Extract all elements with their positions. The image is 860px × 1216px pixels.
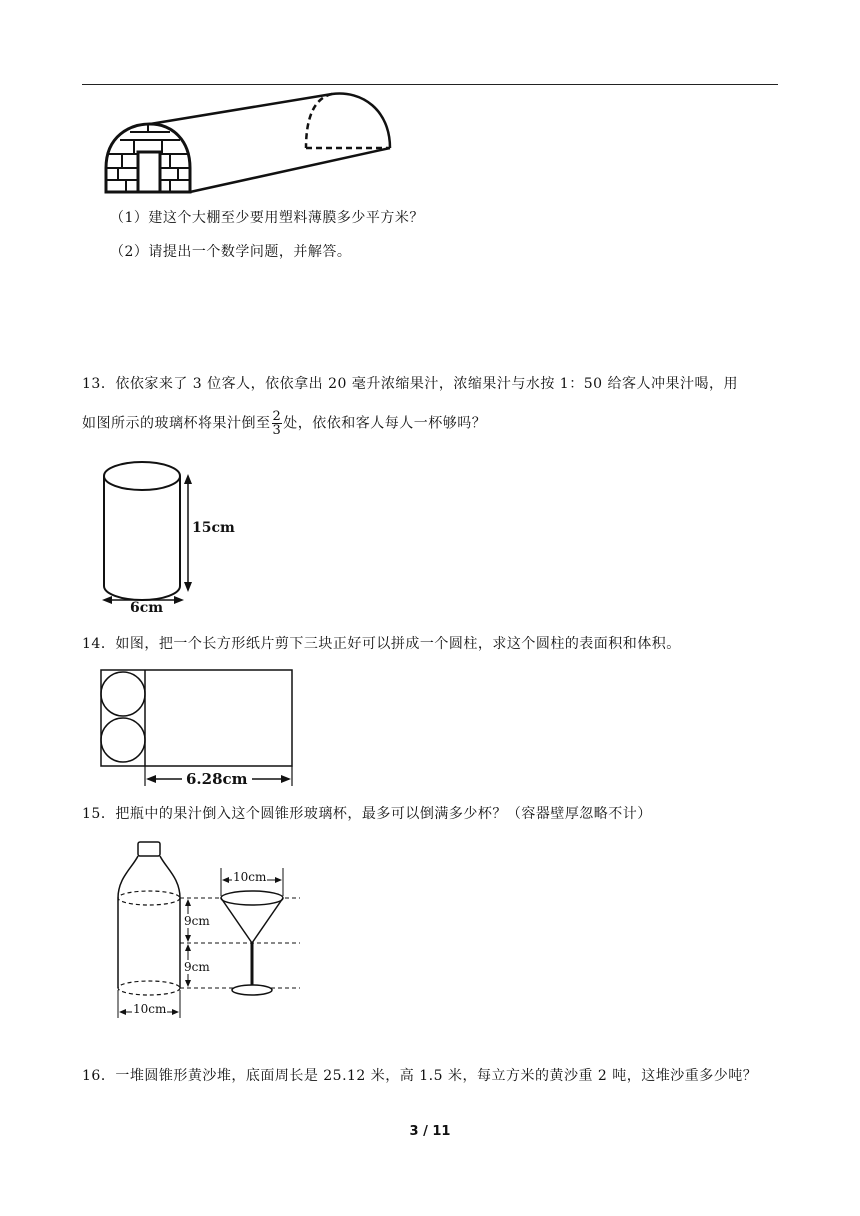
fraction-denominator: 3 xyxy=(272,423,282,438)
fraction-numerator: 2 xyxy=(272,409,282,424)
q13-text-after-fraction: 处，依依和客人每人一杯够吗？ xyxy=(283,415,487,432)
greenhouse-figure xyxy=(100,88,400,198)
cylinder-glass-figure xyxy=(96,456,246,618)
bottle-diameter-label: 10cm xyxy=(133,1002,167,1016)
glass-height-label: 9cm xyxy=(184,914,210,928)
header-rule xyxy=(82,84,778,85)
page-number: 3 / 11 xyxy=(409,1124,451,1139)
rectangle-length-label: 6.28cm xyxy=(186,770,248,788)
glass-diameter-label: 10cm xyxy=(233,870,267,884)
bottle-and-glass-figure xyxy=(110,840,310,1022)
q12-sub-question-2: （2）请提出一个数学问题，并解答。 xyxy=(110,244,352,260)
q13-text-line-2 xyxy=(82,410,486,437)
cylinder-diameter-label: 6cm xyxy=(130,600,164,616)
rectangle-paper-figure xyxy=(98,668,298,790)
q14-text: 14．如图，把一个长方形纸片剪下三块正好可以拼成一个圆柱，求这个圆柱的表面积和体积。 xyxy=(82,636,681,652)
q13-text-line-1: 13．依依家来了 3 位客人，依依拿出 20 毫升浓缩果汁，浓缩果汁与水按 1：50 给客人冲果汁喝，用 xyxy=(82,376,738,392)
q12-sub-question-1: （1）建这个大棚至少要用塑料薄膜多少平方米？ xyxy=(110,210,424,226)
fraction-two-thirds xyxy=(272,410,283,437)
stem-height-label: 9cm xyxy=(184,960,210,974)
q15-text: 15．把瓶中的果汁倒入这个圆锥形玻璃杯，最多可以倒满多少杯？（容器壁厚忽略不计） xyxy=(82,806,652,822)
cylinder-height-label: 15cm xyxy=(192,520,235,536)
q16-text: 16．一堆圆锥形黄沙堆，底面周长是 25.12 米，高 1.5 米，每立方米的黄沙重 2 吨，这堆沙重多少吨？ xyxy=(82,1068,758,1084)
q13-text-before-fraction: 如图所示的玻璃杯将果汁倒至 xyxy=(82,415,271,432)
